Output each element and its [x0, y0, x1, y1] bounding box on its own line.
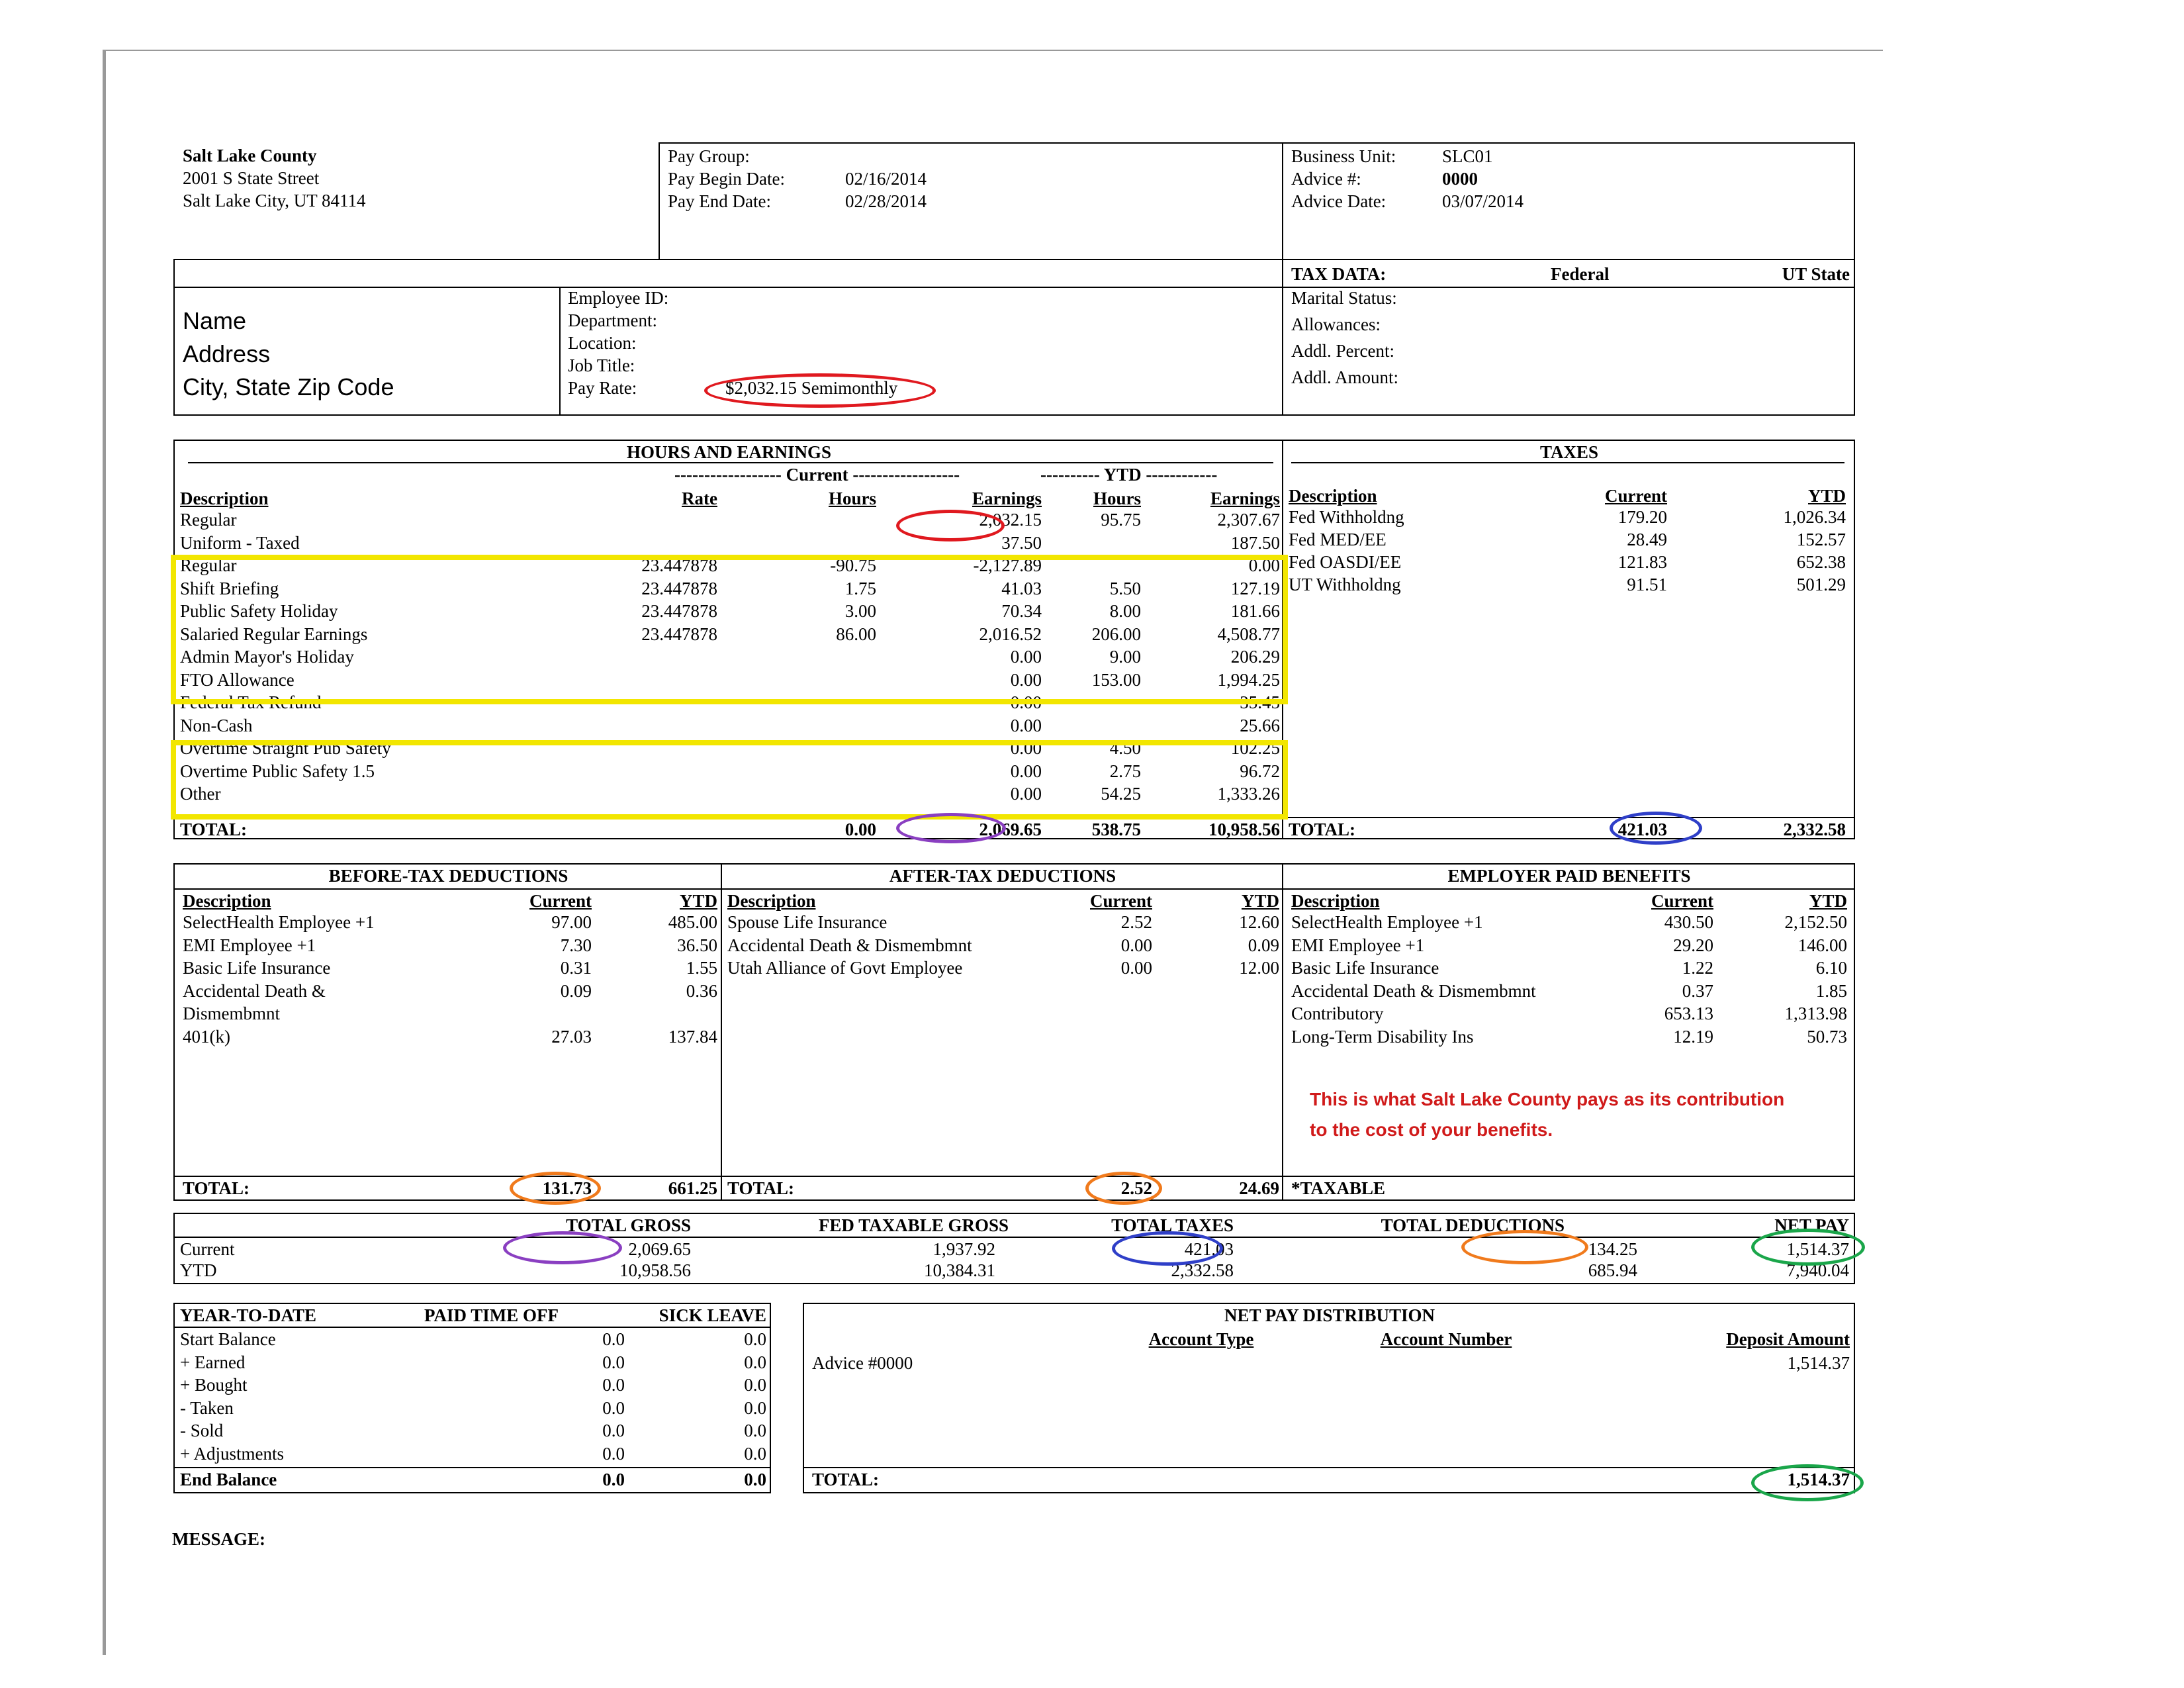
- summary-ytd-deductions: 685.94: [1588, 1260, 1637, 1280]
- after-tax-section: [721, 863, 1283, 1201]
- ellipse-regular-earnings: [896, 510, 1005, 541]
- tax-data-federal: Federal: [1551, 264, 1610, 284]
- allowances-label: Allowances:: [1291, 314, 1381, 334]
- ytd-group-label: ---------- YTD ------------: [1040, 465, 1218, 485]
- earnings-row-rate: 23.447878: [641, 601, 717, 621]
- tax-data-box: [1282, 259, 1855, 416]
- earnings-total-ytd-hours: 538.75: [1091, 820, 1141, 839]
- earnings-row-description: Other: [180, 784, 221, 804]
- eb-row-description: EMI Employee +1: [1291, 935, 1425, 955]
- summary-col-fed: FED TAXABLE GROSS: [818, 1215, 1009, 1235]
- bt-col-description: Description: [183, 891, 271, 911]
- page-left-border: [103, 50, 106, 1655]
- dist-advice: Advice #0000: [812, 1353, 913, 1373]
- bt-row-current: 97.00: [551, 912, 592, 932]
- pay-rate: $2,032.15 Semimonthly: [725, 378, 898, 398]
- benefits-note-line1: This is what Salt Lake County pays as its contribution: [1310, 1089, 1785, 1109]
- employer-benefits-section: [1282, 863, 1855, 1201]
- advice-date: 03/07/2014: [1442, 191, 1524, 211]
- message-label: MESSAGE:: [172, 1529, 266, 1549]
- after-tax-title: AFTER-TAX DEDUCTIONS: [889, 866, 1116, 886]
- earnings-row-ytd-hours: 8.00: [1109, 601, 1141, 621]
- eb-row-ytd: 6.10: [1815, 958, 1847, 978]
- earnings-row-ytd-hours: 95.75: [1101, 510, 1141, 530]
- advice-number: 0000: [1442, 169, 1478, 189]
- col-ytd-earnings: Earnings: [1210, 489, 1280, 508]
- bt-row-current: 27.03: [551, 1026, 592, 1047]
- current-group-label: ------------------ Current ------------------: [674, 465, 960, 485]
- dist-total-label: TOTAL:: [812, 1470, 880, 1489]
- tax-data-title: TAX DATA:: [1291, 264, 1387, 284]
- tax-row-description: Fed OASDI/EE: [1289, 552, 1402, 572]
- eb-row-ytd: 1.85: [1815, 980, 1847, 1001]
- tax-row-ytd: 501.29: [1796, 575, 1846, 594]
- ellipse-total-earnings: [896, 813, 1006, 843]
- ellipse-before-tax-total: [510, 1172, 601, 1205]
- page-top-border: [103, 50, 1883, 51]
- at-row-ytd: 0.09: [1248, 935, 1279, 955]
- tax-row-current: 91.51: [1627, 575, 1667, 594]
- summary-current-net: 1,514.37: [1786, 1239, 1849, 1259]
- leave-section: [173, 1303, 771, 1493]
- ellipse-total-taxes: [1610, 812, 1702, 845]
- tax-row-ytd: 1,026.34: [1783, 507, 1846, 527]
- summary-current-fed: 1,937.92: [933, 1239, 995, 1259]
- bt-row-ytd: 1.55: [686, 958, 717, 978]
- dist-total: 1,514.37: [1787, 1470, 1850, 1489]
- leave-row-pto: 0.0: [602, 1352, 625, 1372]
- summary-ytd-taxes: 2,332.58: [1171, 1260, 1234, 1280]
- bt-row-current: 7.30: [560, 935, 592, 955]
- summary-col-taxes: TOTAL TAXES: [1111, 1215, 1234, 1235]
- leave-row-pto: 0.0: [602, 1443, 625, 1464]
- earnings-row-hours: 86.00: [836, 624, 876, 644]
- earnings-row-hours: 1.75: [844, 578, 876, 598]
- leave-row-label: - Taken: [180, 1397, 234, 1418]
- earnings-row-ytd-earnings: 187.50: [1230, 532, 1280, 553]
- employee-city: City, State Zip Code: [183, 373, 394, 400]
- pay-begin-date: 02/16/2014: [845, 169, 927, 189]
- eb-row-current: 1.22: [1682, 958, 1713, 978]
- employer-city: Salt Lake City, UT 84114: [183, 191, 366, 211]
- earnings-row-earnings: 0.00: [1010, 692, 1042, 712]
- taxes-total-current: 421.03: [1617, 820, 1667, 839]
- at-row-current: 0.00: [1120, 935, 1152, 955]
- pay-end-label: Pay End Date:: [668, 191, 771, 211]
- earnings-row-ytd-hours: 54.25: [1101, 784, 1141, 804]
- tax-row-current: 121.83: [1617, 552, 1667, 572]
- highlight-box-overtime: [171, 740, 1288, 820]
- dist-col-deposit-amount: Deposit Amount: [1726, 1329, 1850, 1349]
- earnings-row-earnings: 2,032.15: [979, 510, 1042, 530]
- earnings-row-ytd-earnings: 4,508.77: [1217, 624, 1280, 644]
- earnings-row-earnings: 2,016.52: [979, 624, 1042, 644]
- at-row-description: Spouse Life Insurance: [727, 912, 887, 932]
- earnings-row-ytd-earnings: 102.25: [1230, 738, 1280, 758]
- eb-row-current: 29.20: [1673, 935, 1713, 955]
- at-col-description: Description: [727, 891, 816, 911]
- earnings-row-ytd-hours: 153.00: [1091, 669, 1141, 690]
- eb-row-ytd: 1,313.98: [1784, 1004, 1847, 1023]
- addl-amount-label: Addl. Amount:: [1291, 367, 1399, 387]
- summary-ytd-fed: 10,384.31: [924, 1260, 995, 1280]
- earnings-row-description: Regular: [180, 510, 237, 530]
- tax-row-current: 179.20: [1617, 507, 1667, 527]
- eb-row-description: Basic Life Insurance: [1291, 958, 1439, 978]
- leave-row-pto: 0.0: [602, 1421, 625, 1440]
- eb-row-current: 0.37: [1682, 980, 1713, 1001]
- ellipse-deductions-current: [1461, 1230, 1588, 1264]
- ellipse-after-tax-total: [1085, 1172, 1162, 1205]
- leave-row-label: + Earned: [180, 1352, 246, 1372]
- eb-row-description: Contributory: [1291, 1004, 1384, 1023]
- hours-earnings-title: HOURS AND EARNINGS: [626, 442, 832, 462]
- marital-status-label: Marital Status:: [1291, 288, 1397, 308]
- pay-begin-label: Pay Begin Date:: [668, 169, 785, 189]
- at-row-current: 2.52: [1120, 912, 1152, 932]
- location-label: Location:: [568, 333, 637, 353]
- leave-col-ytd: YEAR-TO-DATE: [180, 1305, 317, 1325]
- earnings-row-earnings: 0.00: [1010, 715, 1042, 735]
- tax-row-description: UT Withholdng: [1289, 575, 1401, 594]
- earnings-row-earnings: 70.34: [1001, 601, 1042, 621]
- earnings-row-hours: 3.00: [844, 601, 876, 621]
- leave-row-label: Start Balance: [180, 1329, 276, 1349]
- taxes-total-label: TOTAL:: [1289, 820, 1356, 839]
- leave-col-pto: PAID TIME OFF: [424, 1305, 559, 1325]
- bt-row-ytd: 0.36: [686, 980, 717, 1001]
- earnings-row-earnings: 0.00: [1010, 738, 1042, 758]
- ellipse-pay-rate: [704, 373, 936, 408]
- ellipse-taxes-current: [1112, 1231, 1223, 1266]
- eb-row-ytd: 2,152.50: [1784, 912, 1847, 932]
- summary-current-taxes: 421.03: [1184, 1239, 1234, 1259]
- bt-row-description: Dismembmnt: [183, 1004, 280, 1023]
- dist-amount: 1,514.37: [1787, 1353, 1850, 1373]
- earnings-row-ytd-earnings: 127.19: [1230, 578, 1280, 598]
- at-col-ytd: YTD: [1241, 891, 1279, 911]
- addl-percent-label: Addl. Percent:: [1291, 341, 1394, 361]
- taxes-total-ytd: 2,332.58: [1783, 820, 1846, 839]
- earnings-row-earnings: 37.50: [1001, 532, 1042, 553]
- col-hours: Hours: [828, 489, 876, 508]
- pay-summary-section: [173, 1213, 1855, 1284]
- eb-row-current: 653.13: [1664, 1004, 1713, 1023]
- tax-row-description: Fed MED/EE: [1289, 530, 1387, 549]
- bt-row-ytd: 36.50: [677, 935, 717, 955]
- earnings-row-ytd-earnings: 2,307.67: [1217, 510, 1280, 530]
- at-row-description: Utah Alliance of Govt Employee: [727, 958, 963, 978]
- pay-period-box: [659, 142, 1283, 260]
- bt-row-description: 401(k): [183, 1026, 230, 1047]
- at-row-current: 0.00: [1120, 958, 1152, 978]
- leave-row-label: + Bought: [180, 1375, 248, 1395]
- leave-row-sick: 0.0: [744, 1443, 766, 1464]
- summary-current-deductions: 134.25: [1588, 1239, 1637, 1259]
- earnings-row-earnings: 0.00: [1010, 669, 1042, 690]
- taxable-label: *TAXABLE: [1291, 1178, 1386, 1198]
- earnings-row-ytd-hours: 206.00: [1091, 624, 1141, 644]
- earnings-row-rate: 23.447878: [641, 578, 717, 598]
- at-row-ytd: 12.00: [1239, 958, 1279, 978]
- earnings-row-ytd-earnings: 1,994.25: [1217, 669, 1280, 690]
- summary-col-net: NET PAY: [1774, 1215, 1849, 1235]
- department-label: Department:: [568, 310, 657, 330]
- taxes-col-ytd: YTD: [1807, 486, 1846, 506]
- leave-row-sick: 0.0: [744, 1375, 766, 1395]
- earnings-row-ytd-earnings: 206.29: [1230, 647, 1280, 667]
- advice-box: [1282, 142, 1855, 260]
- earnings-row-description: Shift Briefing: [180, 578, 279, 598]
- earnings-total-hours: 0.00: [844, 820, 876, 839]
- earnings-total-label: TOTAL:: [180, 820, 248, 839]
- earnings-row-description: Salaried Regular Earnings: [180, 624, 368, 644]
- taxes-col-description: Description: [1289, 486, 1377, 506]
- col-rate: Rate: [682, 489, 717, 508]
- bt-total-label: TOTAL:: [183, 1178, 250, 1198]
- earnings-row-description: Federal Tax Refund: [180, 692, 322, 712]
- summary-current-label: Current: [180, 1239, 235, 1259]
- bt-row-description: Basic Life Insurance: [183, 958, 331, 978]
- summary-col-deductions: TOTAL DEDUCTIONS: [1381, 1215, 1565, 1235]
- bt-total-current: 131.73: [542, 1178, 592, 1198]
- before-tax-title: BEFORE-TAX DEDUCTIONS: [328, 866, 569, 886]
- earnings-row-description: Overtime Public Safety 1.5: [180, 761, 375, 781]
- leave-row-pto: 0.0: [602, 1375, 625, 1395]
- dist-col-account-number: Account Number: [1380, 1329, 1512, 1349]
- earnings-row-earnings: 41.03: [1001, 578, 1042, 598]
- distribution-title: NET PAY DISTRIBUTION: [1224, 1305, 1435, 1325]
- summary-col-gross: TOTAL GROSS: [566, 1215, 691, 1235]
- tax-row-ytd: 152.57: [1796, 530, 1846, 549]
- tax-row-ytd: 652.38: [1796, 552, 1846, 572]
- benefits-note-line2: to the cost of your benefits.: [1310, 1119, 1553, 1140]
- ellipse-gross-current: [503, 1231, 622, 1264]
- earnings-row-description: Regular: [180, 555, 237, 575]
- earnings-row-ytd-hours: 5.50: [1109, 578, 1141, 598]
- earnings-row-description: Non-Cash: [180, 715, 253, 735]
- earnings-row-ytd-earnings: 96.72: [1240, 761, 1280, 781]
- col-description: Description: [180, 489, 269, 508]
- leave-col-sick: SICK LEAVE: [659, 1305, 766, 1325]
- eb-col-current: Current: [1651, 891, 1713, 911]
- net-pay-distribution-section: [803, 1303, 1855, 1493]
- earnings-row-ytd-hours: 4.50: [1109, 738, 1141, 758]
- taxes-title: TAXES: [1539, 442, 1599, 462]
- employer-name: Salt Lake County: [183, 146, 317, 165]
- advice-date-label: Advice Date:: [1291, 191, 1387, 211]
- dist-col-account-type: Account Type: [1148, 1329, 1254, 1349]
- leave-row-pto: 0.0: [602, 1329, 625, 1349]
- eb-col-ytd: YTD: [1809, 891, 1847, 911]
- earnings-total: 2,069.65: [979, 820, 1042, 839]
- leave-row-label: - Sold: [180, 1421, 224, 1440]
- at-total-label: TOTAL:: [727, 1178, 795, 1198]
- eb-row-description: Long-Term Disability Ins: [1291, 1026, 1474, 1047]
- earnings-row-ytd-earnings: 1,333.26: [1217, 784, 1280, 804]
- leave-row-sick: 0.0: [744, 1352, 766, 1372]
- bt-row-current: 0.31: [560, 958, 592, 978]
- bt-row-ytd: 137.84: [668, 1026, 717, 1047]
- ellipse-net-pay-total: [1751, 1464, 1864, 1501]
- tax-data-state: UT State: [1782, 264, 1850, 284]
- at-col-current: Current: [1090, 891, 1152, 911]
- business-unit-label: Business Unit:: [1291, 146, 1396, 166]
- eb-row-description: SelectHealth Employee +1: [1291, 912, 1483, 932]
- leave-row-label: + Adjustments: [180, 1443, 284, 1464]
- bt-row-description: EMI Employee +1: [183, 935, 316, 955]
- earnings-row-ytd-earnings: 35.45: [1240, 692, 1280, 712]
- earnings-row-rate: 23.447878: [641, 624, 717, 644]
- earnings-row-ytd-earnings: 0.00: [1248, 555, 1280, 575]
- pay-group-label: Pay Group:: [668, 146, 750, 166]
- at-row-ytd: 12.60: [1239, 912, 1279, 932]
- bt-row-description: SelectHealth Employee +1: [183, 912, 375, 932]
- bt-row-description: Accidental Death &: [183, 980, 326, 1001]
- employee-name: Name: [183, 307, 247, 334]
- summary-current-gross: 2,069.65: [628, 1239, 691, 1259]
- employee-address: Address: [183, 340, 271, 367]
- earnings-row-earnings: -2,127.89: [973, 555, 1042, 575]
- leave-row-sick: 0.0: [744, 1329, 766, 1349]
- eb-row-description: Accidental Death & Dismembmnt: [1291, 980, 1536, 1001]
- earnings-row-description: Uniform - Taxed: [180, 532, 300, 553]
- leave-row-pto: 0.0: [602, 1397, 625, 1418]
- end-balance-label: End Balance: [180, 1470, 277, 1489]
- taxes-section: [1282, 440, 1855, 839]
- col-ytd-hours: Hours: [1093, 489, 1141, 508]
- before-tax-section: [173, 863, 722, 1201]
- leave-row-sick: 0.0: [744, 1421, 766, 1440]
- highlight-box-earnings: [171, 555, 1288, 704]
- tax-row-current: 28.49: [1627, 530, 1667, 549]
- end-balance-pto: 0.0: [602, 1470, 625, 1489]
- earnings-row-earnings: 0.00: [1010, 647, 1042, 667]
- employee-id-label: Employee ID:: [568, 288, 669, 308]
- eb-row-current: 12.19: [1673, 1026, 1713, 1047]
- bt-col-ytd: YTD: [679, 891, 717, 911]
- employer-street: 2001 S State Street: [183, 168, 320, 188]
- advice-number-label: Advice #:: [1291, 169, 1361, 189]
- tax-row-description: Fed Withholdng: [1289, 507, 1404, 527]
- earnings-row-ytd-earnings: 181.66: [1230, 601, 1280, 621]
- bt-total-ytd: 661.25: [668, 1178, 717, 1198]
- ellipse-net-pay-current: [1751, 1229, 1865, 1266]
- pay-rate-label: Pay Rate:: [568, 378, 637, 398]
- earnings-row-hours: -90.75: [830, 555, 876, 575]
- earnings-row-description: Public Safety Holiday: [180, 601, 338, 621]
- col-earnings: Earnings: [972, 489, 1042, 508]
- bt-col-current: Current: [529, 891, 592, 911]
- earnings-row-earnings: 0.00: [1010, 761, 1042, 781]
- bt-row-current: 0.09: [560, 980, 592, 1001]
- earnings-row-ytd-hours: 2.75: [1109, 761, 1141, 781]
- taxes-col-current: Current: [1605, 486, 1667, 506]
- employer-benefits-title: EMPLOYER PAID BENEFITS: [1447, 866, 1691, 886]
- summary-ytd-label: YTD: [180, 1260, 217, 1280]
- at-row-description: Accidental Death & Dismembmnt: [727, 935, 972, 955]
- earnings-total-ytd: 10,958.56: [1208, 820, 1280, 839]
- at-total-ytd: 24.69: [1239, 1178, 1279, 1198]
- earnings-row-earnings: 0.00: [1010, 784, 1042, 804]
- earnings-row-ytd-earnings: 25.66: [1240, 715, 1280, 735]
- eb-col-description: Description: [1291, 891, 1380, 911]
- bt-row-ytd: 485.00: [668, 912, 717, 932]
- end-balance-sick: 0.0: [744, 1470, 766, 1489]
- business-unit: SLC01: [1442, 146, 1493, 166]
- eb-row-ytd: 146.00: [1797, 935, 1847, 955]
- earnings-row-rate: 23.447878: [641, 555, 717, 575]
- job-title-label: Job Title:: [568, 355, 635, 375]
- earnings-row-description: Admin Mayor's Holiday: [180, 647, 354, 667]
- pay-end-date: 02/28/2014: [845, 191, 927, 211]
- at-total-current: 2.52: [1120, 1178, 1152, 1198]
- summary-ytd-net: 7,940.04: [1786, 1260, 1849, 1280]
- summary-ytd-gross: 10,958.56: [619, 1260, 691, 1280]
- eb-row-current: 430.50: [1664, 912, 1713, 932]
- leave-row-sick: 0.0: [744, 1397, 766, 1418]
- eb-row-ytd: 50.73: [1807, 1026, 1847, 1047]
- earnings-row-description: FTO Allowance: [180, 669, 295, 690]
- earnings-row-description: Overtime Straight Pub Safety: [180, 738, 391, 758]
- earnings-row-ytd-hours: 9.00: [1109, 647, 1141, 667]
